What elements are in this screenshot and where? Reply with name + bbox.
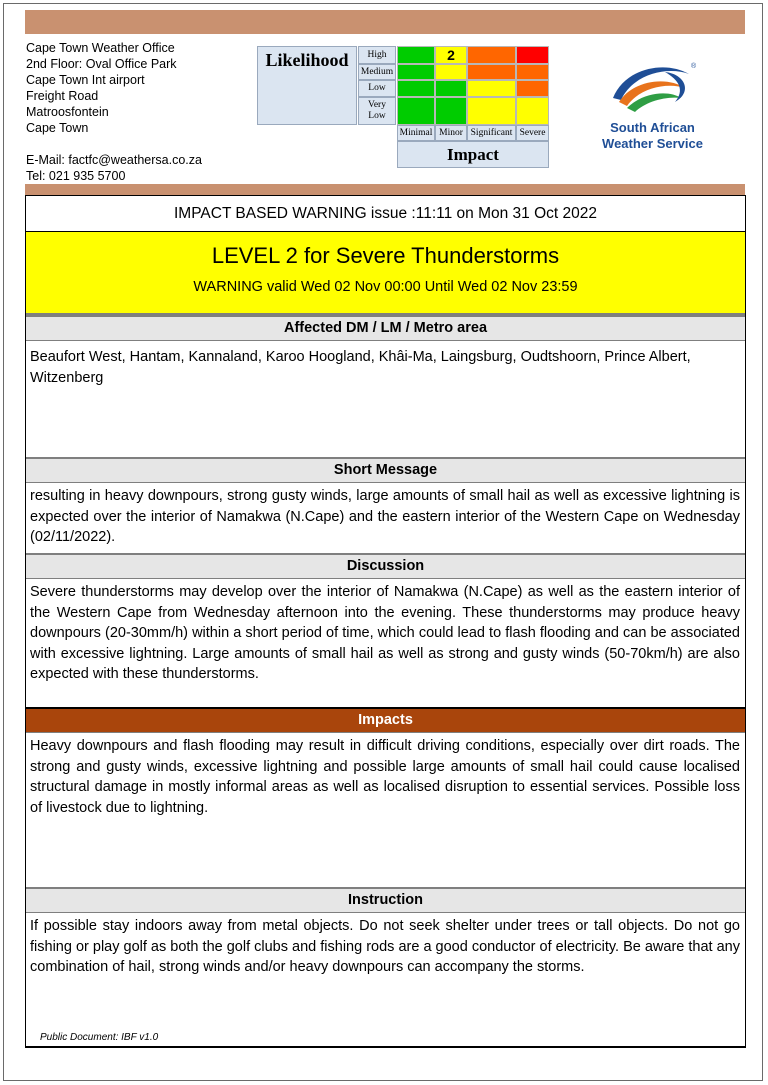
likelihood-level-label: Low xyxy=(358,80,396,97)
risk-cell xyxy=(397,46,435,64)
office-address xyxy=(26,40,202,184)
risk-cell xyxy=(397,64,435,80)
logo-line-1: South African xyxy=(610,120,695,135)
registered-mark: ® xyxy=(690,63,696,70)
valid-period: WARNING valid Wed 02 Nov 00:00 Until Wed 02 Nov 23:59 xyxy=(193,279,578,295)
risk-cell xyxy=(397,97,435,125)
impact-level-label: Minimal xyxy=(397,125,435,141)
address-line: Cape Town Weather Office xyxy=(26,41,175,55)
risk-cell xyxy=(467,80,516,97)
address-line: Matroosfontein xyxy=(26,105,109,119)
likelihood-level-label: High xyxy=(358,46,396,64)
risk-cell xyxy=(516,97,549,125)
level-title: LEVEL 2 for Severe Thunderstorms xyxy=(211,243,560,268)
divider-band xyxy=(25,184,745,195)
impacts-text: Heavy downpours and flash flooding may result in difficult driving conditions, especially over dirt roads. The strong and gusty winds, excessive lightning and possible large amounts of small hail could cause localised structural damage in mostly informal areas as well as localised disruption to essential services. Possible loss of livestock due to lightning. xyxy=(30,738,740,816)
address-line: Cape Town Int airport xyxy=(26,73,145,87)
discussion-heading: Discussion xyxy=(26,553,745,579)
short-message-heading: Short Message xyxy=(26,457,745,483)
likelihood-level-label: Medium xyxy=(358,64,396,80)
risk-cell xyxy=(516,80,549,97)
instruction-heading: Instruction xyxy=(26,887,745,913)
warning-content xyxy=(25,195,746,1048)
address-line: Cape Town xyxy=(26,121,89,135)
risk-cell xyxy=(435,80,467,97)
discussion-text: Severe thunderstorms may develop over the interior of Namakwa (N.Cape) as well as the eastern interior of the Western Cape from Wednesday afternoon into the evening. These thunderstorms may produce heavy downpours (20-30mm/h) within a short period of time, which could lead to flash flooding and can be associated with excessive lightning. Large amounts of small hail as well as strong and gusty winds (50-70km/h) are also expected with these thunderstorms. xyxy=(30,584,740,682)
impact-level-label: Significant xyxy=(467,125,516,141)
risk-cell xyxy=(435,97,467,125)
risk-cell-active-level: 2 xyxy=(435,46,467,64)
risk-cell xyxy=(467,97,516,125)
instruction-text: If possible stay indoors away from metal objects. Do not seek shelter under trees or tall objects. Do not go fishing or play golf as both the golf clubs and fishing rods are a good conductor of electricity. Be aware that any combination of hail, strong winds and/or heavy downpours can accompany the storms. xyxy=(30,918,740,975)
risk-cell xyxy=(435,64,467,80)
impact-level-label: Severe xyxy=(516,125,549,141)
likelihood-title: Likelihood xyxy=(257,46,357,125)
affected-heading: Affected DM / LM / Metro area xyxy=(26,315,745,341)
warning-level-box xyxy=(26,232,745,315)
risk-cell xyxy=(467,46,516,64)
short-message-text: resulting in heavy downpours, strong gusty winds, large amounts of small hail as well as excessive lightning is expected over the interior of Namakwa (N.Cape) and the eastern interior of the Western Cape on Wednesday (02/11/2022). xyxy=(30,488,740,545)
impact-title: Impact xyxy=(397,141,549,168)
likelihood-level-label: Very Low xyxy=(358,97,396,125)
affected-areas: Beaufort West, Hantam, Kannaland, Karoo Hoogland, Khâi-Ma, Laingsburg, Oudtshoorn, Prince Albert, Witzenberg xyxy=(30,349,691,386)
tel-text: Tel: 021 935 5700 xyxy=(26,169,126,183)
address-line: 2nd Floor: Oval Office Park xyxy=(26,57,177,71)
email-text: E-Mail: factfc@weathersa.co.za xyxy=(26,153,202,167)
risk-cell xyxy=(467,64,516,80)
address-line: Freight Road xyxy=(26,89,99,103)
risk-cell xyxy=(516,46,549,64)
risk-matrix xyxy=(257,46,550,168)
footer-note: Public Document: IBF v1.0 xyxy=(40,1032,159,1043)
impact-level-label: Minor xyxy=(435,125,467,141)
impacts-heading: Impacts xyxy=(26,707,745,733)
risk-cell xyxy=(397,80,435,97)
issue-line: IMPACT BASED WARNING issue :11:11 on Mon 31 Oct 2022 xyxy=(26,196,745,232)
saws-logo xyxy=(585,58,720,158)
header-band xyxy=(25,10,745,34)
risk-cell xyxy=(516,64,549,80)
saws-logo-icon xyxy=(605,58,701,120)
logo-line-2: Weather Service xyxy=(602,136,703,151)
